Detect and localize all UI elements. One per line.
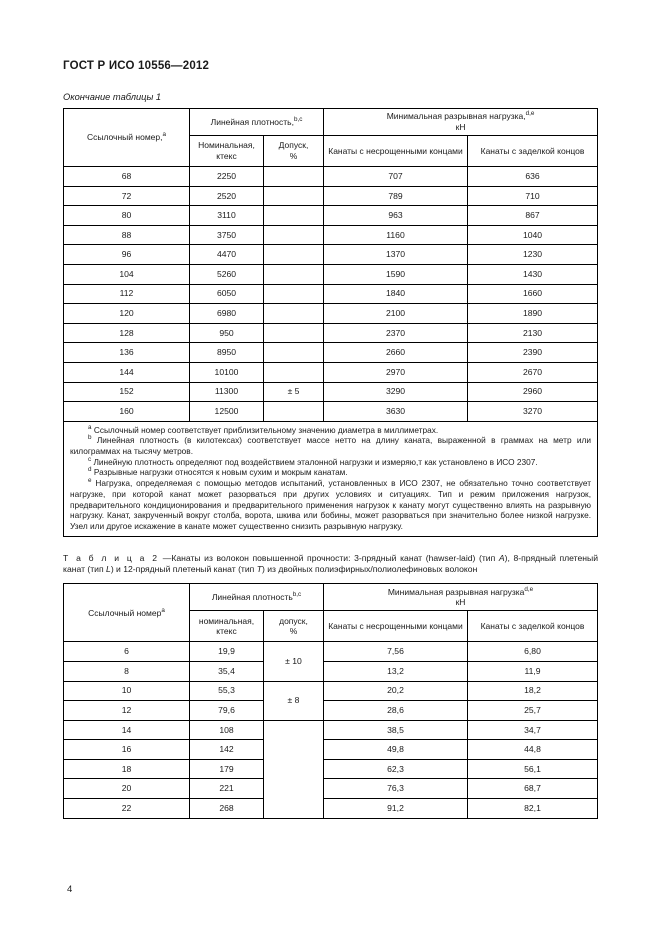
cell-spliced: 34,7	[468, 720, 598, 740]
cell-unspliced: 2970	[324, 362, 468, 382]
cell-unspliced: 49,8	[324, 740, 468, 760]
cell-tolerance	[264, 362, 324, 382]
cell-nominal: 179	[190, 759, 264, 779]
th2-min-breaking-load-sup: d,e	[524, 585, 534, 593]
cell-unspliced: 2100	[324, 304, 468, 324]
th2-nominal-label: номинальная,	[198, 615, 255, 626]
table2-caption-type-l: L	[106, 564, 111, 575]
cell-tolerance: ± 8	[264, 681, 324, 720]
table-1-body	[64, 167, 598, 422]
table-row	[64, 759, 598, 779]
cell-nominal: 55,3	[190, 681, 264, 701]
cell-reference-number: 144	[64, 362, 190, 382]
table-row	[64, 402, 598, 422]
cell-nominal: 108	[190, 720, 264, 740]
cell-unspliced: 1590	[324, 264, 468, 284]
cell-tolerance	[264, 264, 324, 284]
table-row	[64, 681, 598, 701]
cell-unspliced: 91,2	[324, 799, 468, 819]
cell-spliced: 18,2	[468, 681, 598, 701]
cell-spliced: 82,1	[468, 799, 598, 819]
table-note	[70, 425, 591, 436]
th-spliced	[468, 136, 598, 167]
cell-tolerance	[264, 720, 324, 818]
th-linear-density-sup: b,c	[293, 115, 303, 123]
cell-unspliced: 789	[324, 186, 468, 206]
note-text: Ссылочный номер соответствует приблизительному значению диаметра в миллиметрах.	[91, 424, 439, 435]
th2-min-breaking-load-label: Минимальная разрывная нагрузка	[387, 586, 525, 597]
table-row	[64, 661, 598, 681]
cell-reference-number: 22	[64, 799, 190, 819]
cell-spliced: 68,7	[468, 779, 598, 799]
cell-reference-number: 68	[64, 167, 190, 187]
cell-spliced: 1040	[468, 225, 598, 245]
th2-min-breaking-load	[324, 584, 598, 611]
table-1-notes	[63, 422, 598, 537]
cell-spliced: 56,1	[468, 759, 598, 779]
cell-nominal: 2520	[190, 186, 264, 206]
th-load-unit: кН	[455, 122, 466, 132]
cell-nominal: 268	[190, 799, 264, 819]
cell-tolerance	[264, 167, 324, 187]
th-nominal-unit: ктекс	[216, 151, 237, 161]
table-1-header	[64, 109, 598, 167]
cell-spliced: 636	[468, 167, 598, 187]
cell-tolerance	[264, 206, 324, 226]
cell-unspliced: 38,5	[324, 720, 468, 740]
cell-nominal: 3110	[190, 206, 264, 226]
cell-reference-number: 104	[64, 264, 190, 284]
cell-tolerance	[264, 225, 324, 245]
cell-reference-number: 16	[64, 740, 190, 760]
cell-spliced: 6,80	[468, 642, 598, 662]
cell-reference-number: 152	[64, 382, 190, 402]
cell-unspliced: 1840	[324, 284, 468, 304]
cell-unspliced: 3630	[324, 402, 468, 422]
th-nominal	[190, 136, 264, 167]
th-unspliced	[324, 136, 468, 167]
cell-nominal: 3750	[190, 225, 264, 245]
table-note	[70, 435, 591, 456]
table-row	[64, 799, 598, 819]
cell-spliced: 710	[468, 186, 598, 206]
cell-spliced: 867	[468, 206, 598, 226]
th2-unspliced	[324, 611, 468, 642]
th2-linear-density	[190, 584, 324, 611]
cell-spliced: 3270	[468, 402, 598, 422]
cell-reference-number: 14	[64, 720, 190, 740]
th2-reference-number-label: Ссылочный номер	[88, 607, 162, 618]
th2-linear-density-label: Линейная плотность	[211, 592, 293, 602]
table-row	[64, 362, 598, 382]
th2-spliced-label: Канаты с заделкой концов	[480, 621, 585, 631]
table2-caption-text-2: ), 8-прядный плетеный канат (тип	[63, 552, 598, 575]
table-row	[64, 740, 598, 760]
th2-nominal-unit: ктекс	[216, 626, 237, 637]
table-row	[64, 284, 598, 304]
cell-nominal: 142	[190, 740, 264, 760]
table2-caption-text-3: ) и 12-прядный плетеный канат (тип	[110, 564, 257, 575]
note-marker: c	[88, 456, 92, 464]
cell-unspliced: 13,2	[324, 661, 468, 681]
th2-tolerance-unit: %	[289, 626, 298, 637]
note-marker: b	[88, 434, 92, 442]
cell-reference-number: 80	[64, 206, 190, 226]
cell-reference-number: 136	[64, 343, 190, 363]
cell-tolerance	[264, 402, 324, 422]
table-row	[64, 343, 598, 363]
th-unspliced-label: Канаты с несрощенными концами	[328, 145, 463, 156]
th-min-breaking-load-sup: d,e	[525, 110, 535, 118]
table2-caption-text-1: Канаты из волокон повышенной прочности: 3-прядный канат (hawser-laid) (тип	[171, 552, 499, 563]
cell-spliced: 2670	[468, 362, 598, 382]
cell-nominal: 221	[190, 779, 264, 799]
cell-spliced: 2130	[468, 323, 598, 343]
table-row	[64, 779, 598, 799]
cell-spliced: 25,7	[468, 701, 598, 721]
note-text: Линейную плотность определяют под воздействием эталонной нагрузки и измеряю,т как установлено в ИСО 2307.	[91, 456, 538, 467]
th-reference-number-label: Ссылочный номер,	[86, 132, 163, 143]
table-row	[64, 206, 598, 226]
note-marker: a	[88, 423, 92, 431]
page-content	[63, 0, 598, 819]
table-note	[70, 467, 591, 478]
cell-tolerance	[264, 245, 324, 265]
table2-caption-type-a: A	[498, 552, 505, 563]
cell-spliced: 1230	[468, 245, 598, 265]
table-row	[64, 304, 598, 324]
cell-spliced: 1890	[468, 304, 598, 324]
cell-nominal: 4470	[190, 245, 264, 265]
cell-tolerance	[264, 343, 324, 363]
cell-reference-number: 88	[64, 225, 190, 245]
cell-spliced: 1430	[468, 264, 598, 284]
table2-caption	[63, 553, 598, 577]
cell-nominal: 8950	[190, 343, 264, 363]
th-spliced-label: Канаты с заделкой концов	[480, 145, 585, 156]
cell-reference-number: 160	[64, 402, 190, 422]
table-row	[64, 323, 598, 343]
th-tolerance	[264, 136, 324, 167]
cell-reference-number: 96	[64, 245, 190, 265]
table-2-body	[64, 642, 598, 818]
cell-spliced: 11,9	[468, 661, 598, 681]
th-linear-density-label: Линейная плотность,	[210, 116, 294, 127]
th-min-breaking-load	[324, 109, 598, 136]
cell-nominal: 2250	[190, 167, 264, 187]
cell-unspliced: 62,3	[324, 759, 468, 779]
cell-unspliced: 76,3	[324, 779, 468, 799]
table-row	[64, 701, 598, 721]
page-number: 4	[67, 884, 73, 895]
cell-reference-number: 112	[64, 284, 190, 304]
cell-nominal: 6980	[190, 304, 264, 324]
page-title: ГОСТ Р ИСО 10556—2012	[63, 60, 210, 72]
table-row	[64, 720, 598, 740]
cell-nominal: 11300	[190, 382, 264, 402]
table2-caption-dash: —	[159, 552, 172, 563]
table-row	[64, 382, 598, 402]
cell-nominal: 79,6	[190, 701, 264, 721]
cell-nominal: 5260	[190, 264, 264, 284]
table-note	[70, 457, 591, 468]
table-row	[64, 264, 598, 284]
table-row	[64, 245, 598, 265]
table2-caption-text-4: ) из двойных полиэфирных/полиолефиновых волокон	[261, 564, 478, 575]
note-marker: d	[88, 466, 92, 474]
cell-tolerance	[264, 284, 324, 304]
cell-unspliced: 28,6	[324, 701, 468, 721]
cell-tolerance: ± 10	[264, 642, 324, 681]
th2-linear-density-sup: b,c	[292, 591, 302, 599]
th-nominal-label: Номинальная,	[198, 140, 255, 151]
table-2-header	[64, 584, 598, 642]
th2-load-unit: кН	[455, 597, 466, 608]
cell-unspliced: 963	[324, 206, 468, 226]
cell-reference-number: 128	[64, 323, 190, 343]
cell-nominal: 10100	[190, 362, 264, 382]
cell-unspliced: 3290	[324, 382, 468, 402]
note-text: Нагрузка, определяемая с помощью методов испытаний, установленных в ИСО 2307, не обязательно точно соответствует нагрузке, при которой канат может разорваться при других условиях и ситуациях. Тип и режим приложения нагрузок, предварительного кондиционирования и предварительного применения нагрузок к канату могут существенно влиять на разрывную нагрузку. Канат, закрученный вокруг столба, ворота, шкива или бобины, может разорваться при значительно более низкой нагрузке. Узел или другое искажение в канате может существенно снизить разрывную нагрузку.	[70, 478, 591, 531]
th-tolerance-label: Допуск,	[278, 140, 309, 151]
cell-reference-number: 20	[64, 779, 190, 799]
table-1	[63, 108, 598, 422]
cell-unspliced: 707	[324, 167, 468, 187]
cell-reference-number: 72	[64, 186, 190, 206]
th-reference-number	[64, 109, 190, 167]
cell-unspliced: 1370	[324, 245, 468, 265]
th2-unspliced-label: Канаты с несрощенными концами	[328, 621, 463, 631]
cell-reference-number: 8	[64, 661, 190, 681]
th2-tolerance	[264, 611, 324, 642]
table-row	[64, 225, 598, 245]
cell-tolerance	[264, 186, 324, 206]
cell-reference-number: 12	[64, 701, 190, 721]
table2-caption-label: Т а б л и ц а 2	[63, 552, 160, 563]
cell-tolerance: ± 5	[264, 382, 324, 402]
th2-reference-number	[64, 584, 190, 642]
cell-unspliced: 7,56	[324, 642, 468, 662]
th-reference-number-sup: a	[162, 131, 167, 139]
cell-unspliced: 2370	[324, 323, 468, 343]
th2-spliced	[468, 611, 598, 642]
cell-spliced: 2390	[468, 343, 598, 363]
cell-nominal: 950	[190, 323, 264, 343]
table-row	[64, 642, 598, 662]
cell-unspliced: 20,2	[324, 681, 468, 701]
th2-tolerance-label: допуск,	[279, 615, 308, 626]
table-note	[70, 478, 591, 531]
cell-nominal: 19,9	[190, 642, 264, 662]
cell-spliced: 2960	[468, 382, 598, 402]
th2-reference-number-sup: a	[161, 606, 165, 614]
table-2	[63, 583, 598, 818]
cell-tolerance	[264, 304, 324, 324]
cell-unspliced: 2660	[324, 343, 468, 363]
cell-nominal: 35,4	[190, 661, 264, 681]
table-row	[64, 186, 598, 206]
th2-nominal	[190, 611, 264, 642]
note-text: Линейная плотность (в килотексах) соответствует массе нетто на длину каната, выраженной в граммах на метр или килограммах на тысячу метров.	[70, 435, 591, 457]
cell-spliced: 44,8	[468, 740, 598, 760]
th-min-breaking-load-label: Минимальная разрывная нагрузка,	[386, 111, 526, 122]
table-row	[64, 167, 598, 187]
cell-reference-number: 10	[64, 681, 190, 701]
table2-caption-type-t: T	[256, 564, 262, 575]
cell-reference-number: 18	[64, 759, 190, 779]
cell-unspliced: 1160	[324, 225, 468, 245]
cell-spliced: 1660	[468, 284, 598, 304]
table1-caption: Окончание таблицы 1	[63, 92, 162, 102]
cell-reference-number: 6	[64, 642, 190, 662]
cell-reference-number: 120	[64, 304, 190, 324]
cell-nominal: 12500	[190, 402, 264, 422]
note-text: Разрывные нагрузки относятся к новым сухим и мокрым канатам.	[91, 467, 348, 478]
cell-nominal: 6050	[190, 284, 264, 304]
note-marker: e	[88, 477, 92, 485]
cell-tolerance	[264, 323, 324, 343]
th-linear-density	[190, 109, 324, 136]
th-tolerance-unit: %	[289, 151, 298, 161]
